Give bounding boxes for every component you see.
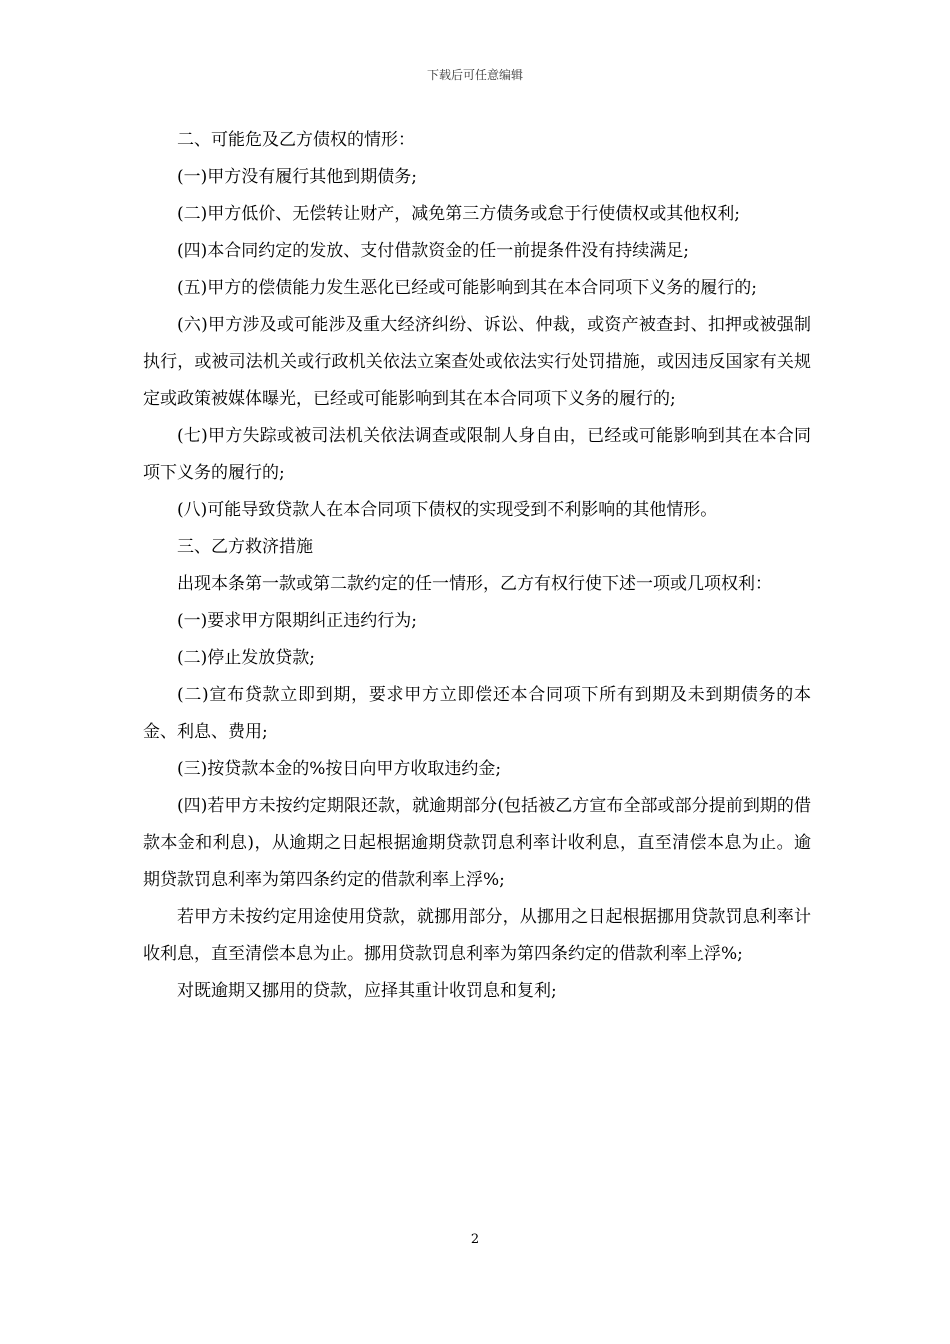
paragraph: (一)要求甲方限期纠正违约行为; — [177, 611, 417, 631]
paragraph: (四)若甲方未按约定期限还款，就逾期部分(包括被乙方宣布全部或部分提前到期的借款本金和利息)，从逾期之日起根据逾期贷款罚息利率计收利息，直至清偿本息为止。逾期贷款罚息利率为第四条约定的借款利率上浮%; — [143, 796, 811, 890]
paragraph: (八)可能导致贷款人在本合同项下债权的实现受到不利影响的其他情形。 — [177, 500, 718, 520]
paragraph: (五)甲方的偿债能力发生恶化已经或可能影响到其在本合同项下义务的履行的; — [177, 278, 757, 298]
section-heading: 三、乙方救济措施 — [177, 537, 313, 557]
paragraph: 出现本条第一款或第二款约定的任一情形，乙方有权行使下述一项或几项权利： — [177, 574, 772, 594]
paragraph: (六)甲方涉及或可能涉及重大经济纠纷、诉讼、仲裁，或资产被查封、扣押或被强制执行，或被司法机关或行政机关依法立案查处或依法实行处罚措施，或因违反国家有关规定或政策被媒体曝光，已经或可能影响到其在本合同项下义务的履行的; — [143, 315, 811, 409]
document-body — [143, 122, 811, 1010]
paragraph: 对既逾期又挪用的贷款，应择其重计收罚息和复利; — [177, 981, 557, 1001]
page-header: 下载后可任意编辑 — [426, 68, 523, 82]
paragraph: (一)甲方没有履行其他到期债务; — [177, 167, 417, 187]
paragraph: 若甲方未按约定用途使用贷款，就挪用部分，从挪用之日起根据挪用贷款罚息利率计收利息，直至清偿本息为止。挪用贷款罚息利率为第四条约定的借款利率上浮%; — [143, 907, 811, 964]
paragraph: (二)停止发放贷款; — [177, 648, 315, 668]
paragraph: (三)按贷款本金的%按日向甲方收取违约金; — [177, 759, 502, 779]
paragraph: (二)甲方低价、无偿转让财产，减免第三方债务或怠于行使债权或其他权利; — [177, 204, 740, 224]
paragraph: (四)本合同约定的发放、支付借款资金的任一前提条件没有持续满足; — [177, 241, 689, 261]
page-number: 2 — [470, 1232, 480, 1247]
section-heading: 二、可能危及乙方债权的情形： — [177, 130, 415, 150]
paragraph: (七)甲方失踪或被司法机关依法调查或限制人身自由，已经或可能影响到其在本合同项下义务的履行的; — [143, 426, 811, 483]
paragraph: (二)宣布贷款立即到期，要求甲方立即偿还本合同项下所有到期及未到期债务的本金、利息、费用; — [143, 685, 811, 742]
